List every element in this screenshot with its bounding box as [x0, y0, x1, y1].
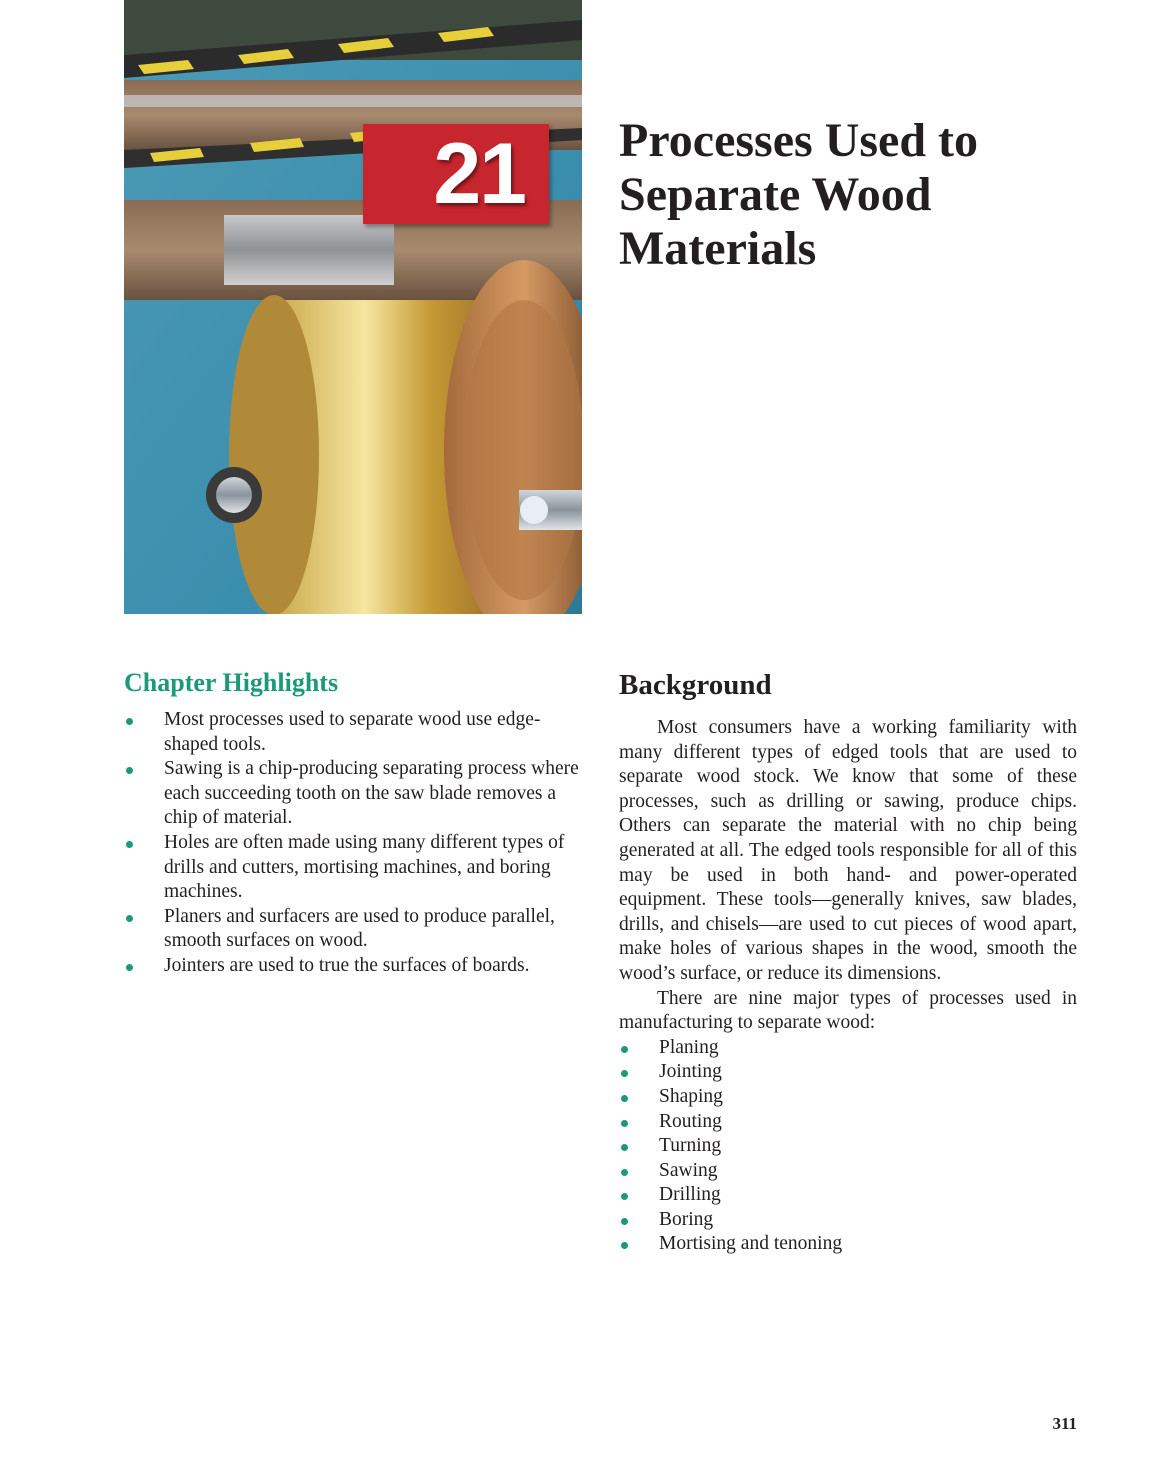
- process-item: Sawing: [619, 1159, 1077, 1184]
- chapter-number-badge: [363, 124, 549, 224]
- chapter-number: 21: [433, 126, 525, 222]
- chapter-title: Processes Used to Separate Wood Materials: [619, 114, 979, 275]
- background-paragraph-2: There are nine major types of processes used in manufacturing to separate wood:: [619, 987, 1077, 1034]
- highlight-item: Holes are often made using many different types of drills and cutters, mortising machines, and boring machines.: [124, 831, 584, 905]
- highlight-item: Jointers are used to true the surfaces of boards.: [124, 954, 584, 979]
- process-item: Shaping: [619, 1085, 1077, 1110]
- highlights-heading: Chapter Highlights: [124, 668, 339, 697]
- background-paragraph-1: Most consumers have a working familiarity with many different types of edged tools that are used to separate wood stock. We know that some of these processes, such as drilling or sawing, produce chips. Others can separate the material with no chip being generated at all. The edged tools responsible for all of this may be used in both hand- and power-operated equipment. These tools—generally knives, saw blades, drills, and chisels—are used to cut pieces of wood apart, make holes of various shapes in the wood, smooth the wood’s surface, or reduce its dimensions.: [619, 717, 1077, 984]
- process-item: Drilling: [619, 1183, 1077, 1208]
- process-item: Jointing: [619, 1060, 1077, 1085]
- process-item: Planing: [619, 1036, 1077, 1061]
- highlights-list: [124, 708, 584, 979]
- process-item: Boring: [619, 1208, 1077, 1233]
- chapter-photo: [124, 0, 582, 614]
- background-heading: Background: [619, 669, 772, 701]
- process-list: [619, 1036, 1077, 1257]
- process-item: Routing: [619, 1110, 1077, 1135]
- process-item: Mortising and tenoning: [619, 1232, 1077, 1257]
- background-section: [619, 666, 1077, 1257]
- chapter-highlights: [124, 666, 584, 979]
- highlight-item: Planers and surfacers are used to produce parallel, smooth surfaces on wood.: [124, 905, 584, 954]
- process-item: Turning: [619, 1134, 1077, 1159]
- page-number: 311: [1052, 1414, 1077, 1433]
- highlight-item: Most processes used to separate wood use edge-shaped tools.: [124, 708, 584, 757]
- highlight-item: Sawing is a chip-producing separating process where each succeeding tooth on the saw blade removes a chip of material.: [124, 757, 584, 831]
